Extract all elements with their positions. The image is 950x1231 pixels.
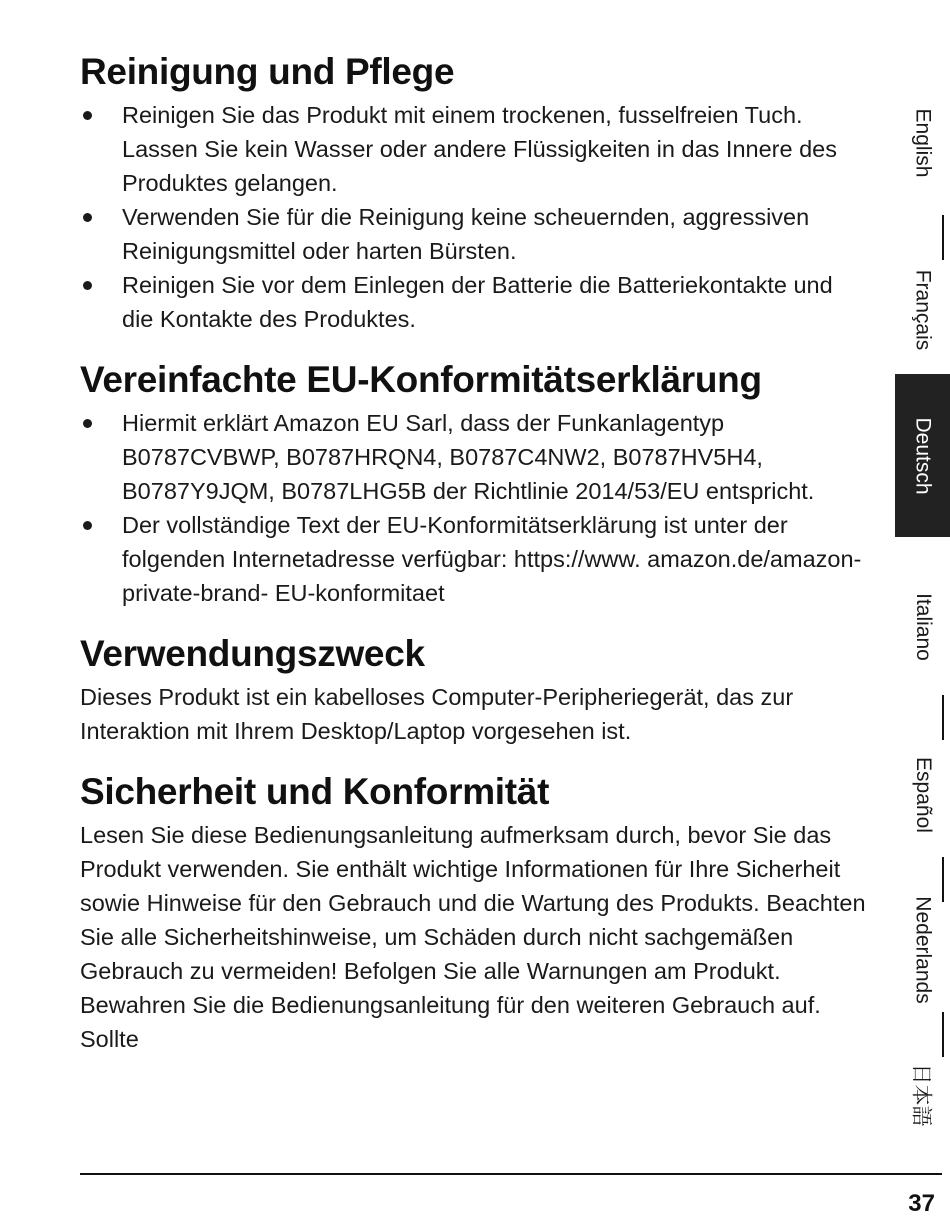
safety-paragraph: Lesen Sie diese Bedienungsanleitung aufmerksam durch, bevor Sie das Produkt verwenden. Sie enthält wichtige Informationen für Ihre Sicherheit sowie Hinweise für den Gebrauch und die Wartung des Produkts. Beachten Sie alle Sicherheitshinweise, um Schäden durch nicht sachgemäßen Gebrauch zu vermeiden! Befolgen Sie alle Warnungen am Produkt. Bewahren Sie die Bedienungsanleitung für den weiteren Gebrauch auf. Sollte [80, 822, 866, 1052]
list-item: Hiermit erklärt Amazon EU Sarl, dass der Funkanlagentyp B0787CVBWP, B0787HRQN4, B0787C4NW2, B0787HV5H4, B0787Y9JQM, B0787LHG5B der Richtlinie 2014/53/EU entspricht. [80, 406, 870, 508]
page-content [80, 50, 870, 1078]
footer-rule [80, 1173, 942, 1175]
bullet-icon [83, 213, 92, 222]
bullet-icon [83, 111, 92, 120]
section-heading-cleaning: Reinigung und Pflege [80, 51, 455, 92]
list-item: Reinigen Sie das Produkt mit einem trockenen, fusselfreien Tuch. Lassen Sie kein Wasser oder andere Flüssigkeiten in das Innere des Produktes gelangen. [80, 98, 870, 200]
tab-deutsch[interactable]: Deutsch [895, 374, 950, 537]
section-heading-eu-declaration: Vereinfachte EU-Konformitätserklärung [80, 359, 762, 400]
section-heading-intended-use: Verwendungszweck [80, 633, 425, 674]
cleaning-list [80, 98, 870, 336]
list-item: Verwenden Sie für die Reinigung keine scheuernden, aggressiven Reinigungsmittel oder harten Bürsten. [80, 200, 870, 268]
tab-italiano[interactable]: Italiano [911, 593, 935, 661]
tab-nederlands[interactable]: Nederlands [911, 896, 935, 1004]
bullet-icon [83, 521, 92, 530]
bullet-icon [83, 281, 92, 290]
tab-espanol[interactable]: Español [911, 757, 935, 833]
page-number: 37 [908, 1190, 935, 1217]
section-heading-safety: Sicherheit und Konformität [80, 771, 550, 812]
bullet-icon [83, 419, 92, 428]
list-item: Der vollständige Text der EU-Konformitätserklärung ist unter der folgenden Internetadresse verfügbar: https://www. amazon.de/amazon-private-brand- EU-konformitaet [80, 508, 870, 610]
eu-declaration-list [80, 406, 870, 610]
language-tabs [895, 60, 950, 1170]
tab-japanese[interactable]: 日本語 [909, 1063, 933, 1127]
tab-english[interactable]: English [911, 108, 935, 177]
intended-use-paragraph: Dieses Produkt ist ein kabelloses Computer-Peripheriegerät, das zur Interaktion mit Ihrem Desktop/Laptop vorgesehen ist. [80, 684, 794, 744]
tab-francais[interactable]: Français [911, 269, 935, 351]
list-item: Reinigen Sie vor dem Einlegen der Batterie die Batteriekontakte und die Kontakte des Produktes. [80, 268, 870, 336]
